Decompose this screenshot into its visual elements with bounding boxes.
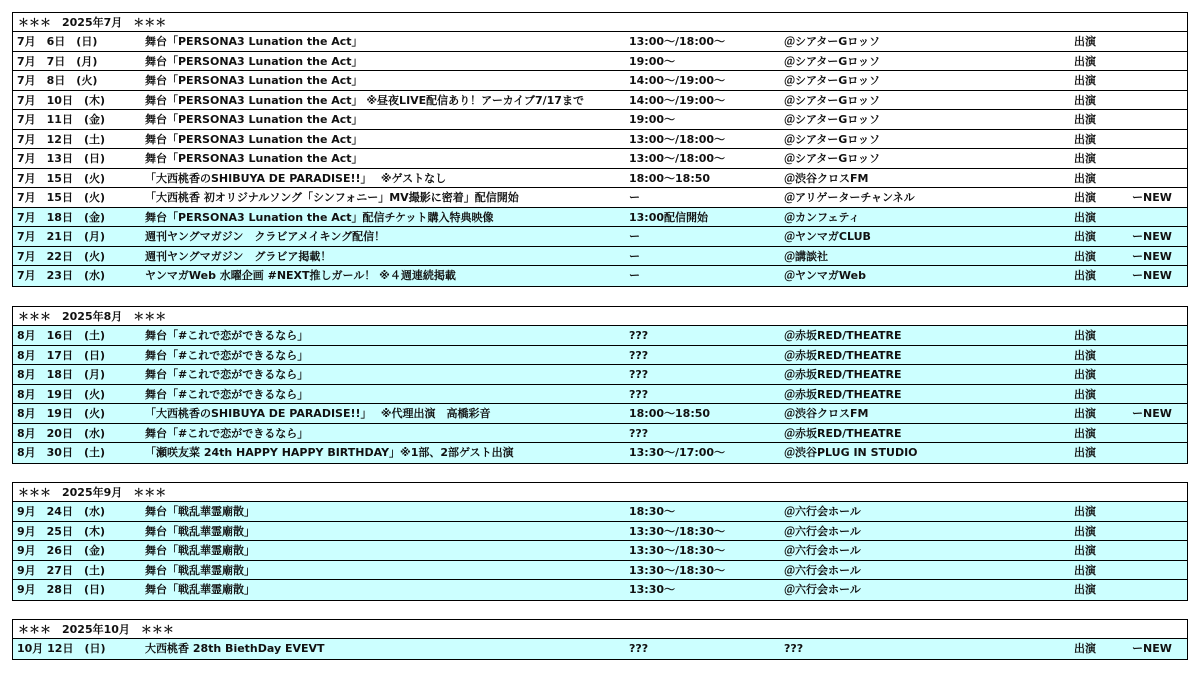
date-cell: 8月 19日 (火) (17, 407, 106, 420)
time-cell: 14:00～/19:00～ (629, 74, 726, 87)
event-title-cell: 舞台「#これで恋ができるなら」 (145, 368, 309, 381)
event-title-cell: 「大西桃香のSHIBUYA DE PARADISE!!」 ※代理出演 高橋彩音 (145, 407, 491, 420)
new-badge: ーNEW (1132, 249, 1172, 263)
date-cell: 8月 30日 (土) (17, 446, 106, 459)
venue-cell: ＠シアターGロッソ (784, 132, 881, 146)
date-cell: 10月 12日 (日) (17, 642, 106, 655)
date-cell: 9月 24日 (水) (17, 505, 106, 518)
schedule-row (13, 365, 1187, 385)
schedule-row (13, 639, 1187, 659)
date-cell: 9月 27日 (土) (17, 563, 106, 577)
schedule-row (13, 424, 1187, 444)
date-cell: 7月 6日 (日) (17, 35, 98, 48)
role-cell: 出演 (1074, 171, 1096, 185)
time-cell: 18:00～18:50 (629, 407, 711, 420)
event-title-cell: 舞台「PERSONA3 Lunation the Act」 (145, 74, 363, 87)
event-title-cell: 「大西桃香 初オリジナルソング「シンフォニー」MV撮影に密着」配信開始 (145, 191, 519, 204)
schedule-row (13, 71, 1187, 91)
schedule-row (13, 110, 1187, 130)
schedule-row (13, 443, 1187, 463)
role-cell: 出演 (1074, 642, 1096, 655)
venue-cell: ＠カンフェティ (784, 210, 860, 224)
schedule-row (13, 385, 1187, 405)
role-cell: 出演 (1074, 74, 1096, 87)
venue-cell: ＠赤坂RED/THEATRE (784, 426, 902, 440)
venue-cell: ＠赤坂RED/THEATRE (784, 329, 902, 342)
venue-cell: ＠シアターGロッソ (784, 35, 881, 48)
venue-cell: ＠シアターGロッソ (784, 93, 881, 107)
venue-cell: ＠赤坂RED/THEATRE (784, 368, 902, 381)
schedule-row (13, 188, 1187, 208)
venue-cell: ＠ヤンマガWeb (784, 269, 866, 282)
event-title-cell: 舞台「PERSONA3 Lunation the Act」配信チケット購入特典映像 (145, 210, 494, 224)
date-cell: 7月 13日 (日) (17, 152, 106, 165)
new-badge: ーNEW (1132, 269, 1172, 282)
new-badge: ーNEW (1132, 191, 1172, 204)
time-cell: 19:00～ (629, 54, 676, 68)
time-cell: ??? (629, 426, 649, 440)
role-cell: 出演 (1074, 329, 1096, 342)
role-cell: 出演 (1074, 54, 1096, 68)
schedule-row (13, 227, 1187, 247)
venue-cell: ＠六行会ホール (784, 583, 861, 596)
event-title-cell: ヤンマガWeb 水曜企画 #NEXT推しガール！ ※４週連続掲載 (145, 269, 456, 282)
schedule-row (13, 149, 1187, 169)
event-title-cell: 舞台「#これで恋ができるなら」 (145, 329, 309, 342)
event-title-cell: 舞台「#これで恋ができるなら」 (145, 348, 309, 362)
time-cell: ー (629, 249, 640, 263)
venue-cell: ＠渋谷クロスFM (784, 171, 869, 185)
date-cell: 7月 22日 (火) (17, 249, 106, 263)
schedule-row (13, 208, 1187, 228)
event-title-cell: 舞台「PERSONA3 Lunation the Act」 (145, 132, 363, 146)
event-title-cell: 週刊ヤングマガジン グラビア掲載！ (145, 249, 332, 263)
time-cell: 18:30～ (629, 505, 676, 518)
venue-cell: ＠渋谷クロスFM (784, 407, 869, 420)
venue-cell: ＠六行会ホール (784, 544, 861, 557)
event-title-cell: 舞台「戦乱華霊廟散」 (145, 544, 255, 557)
date-cell: 7月 21日 (月) (17, 230, 106, 243)
schedule-row (13, 404, 1187, 424)
month-header: ＊＊＊ 2025年8月 ＊＊＊ (13, 307, 1187, 326)
date-cell: 8月 20日 (水) (17, 426, 106, 440)
time-cell: 13:30～/17:00～ (629, 446, 726, 459)
role-cell: 出演 (1074, 368, 1096, 381)
date-cell: 8月 16日 (土) (17, 329, 106, 342)
role-cell: 出演 (1074, 249, 1096, 263)
time-cell: ー (629, 191, 640, 204)
role-cell: 出演 (1074, 544, 1096, 557)
date-cell: 7月 7日 (月) (17, 54, 98, 68)
role-cell: 出演 (1074, 524, 1096, 538)
role-cell: 出演 (1074, 230, 1096, 243)
venue-cell: ＠六行会ホール (784, 524, 861, 538)
date-cell: 7月 8日 (火) (17, 74, 98, 87)
event-title-cell: 舞台「戦乱華霊廟散」 (145, 563, 255, 577)
date-cell: 7月 15日 (火) (17, 171, 106, 185)
schedule-row (13, 346, 1187, 366)
role-cell: 出演 (1074, 132, 1096, 146)
schedule-row (13, 561, 1187, 581)
role-cell: 出演 (1074, 387, 1096, 401)
date-cell: 7月 23日 (水) (17, 269, 106, 282)
role-cell: 出演 (1074, 191, 1096, 204)
event-title-cell: 大西桃香 28th BiethDay EVEVT (145, 642, 325, 655)
date-cell: 7月 18日 (金) (17, 210, 106, 224)
month-block (12, 306, 1188, 464)
schedule-row (13, 169, 1187, 189)
event-title-cell: 舞台「PERSONA3 Lunation the Act」 ※昼夜LIVE配信あり！アーカイブ7/17まで (145, 93, 584, 107)
schedule-row (13, 52, 1187, 72)
role-cell: 出演 (1074, 35, 1096, 48)
time-cell: 13:00～/18:00～ (629, 152, 726, 165)
date-cell: 8月 18日 (月) (17, 368, 106, 381)
venue-cell: ＠講談社 (784, 249, 828, 263)
role-cell: 出演 (1074, 446, 1096, 459)
event-title-cell: 週刊ヤングマガジン クラビアメイキング配信！ (145, 230, 386, 243)
role-cell: 出演 (1074, 210, 1096, 224)
time-cell: ー (629, 269, 640, 282)
venue-cell: ＠シアターGロッソ (784, 152, 881, 165)
role-cell: 出演 (1074, 426, 1096, 440)
role-cell: 出演 (1074, 113, 1096, 126)
role-cell: 出演 (1074, 563, 1096, 577)
new-badge: ーNEW (1132, 230, 1172, 243)
event-title-cell: 「大西桃香のSHIBUYA DE PARADISE!!」 ※ゲストなし (145, 171, 447, 185)
time-cell: 14:00～/19:00～ (629, 93, 726, 107)
role-cell: 出演 (1074, 407, 1096, 420)
month-block (12, 12, 1188, 287)
time-cell: 13:00配信開始 (629, 210, 709, 224)
event-title-cell: 舞台「PERSONA3 Lunation the Act」 (145, 35, 363, 48)
event-title-cell: 舞台「#これで恋ができるなら」 (145, 387, 309, 401)
time-cell: ??? (629, 368, 649, 381)
schedule-row (13, 326, 1187, 346)
venue-cell: ＠アリゲーターチャンネル (784, 191, 915, 204)
time-cell: 18:00～18:50 (629, 171, 711, 185)
time-cell: 13:30～/18:30～ (629, 524, 726, 538)
date-cell: 9月 28日 (日) (17, 583, 106, 596)
role-cell: 出演 (1074, 505, 1096, 518)
venue-cell: ＠シアターGロッソ (784, 54, 881, 68)
time-cell: ー (629, 230, 640, 243)
role-cell: 出演 (1074, 269, 1096, 282)
schedule-row (13, 266, 1187, 286)
time-cell: 13:30～/18:30～ (629, 563, 726, 577)
month-header: ＊＊＊ 2025年10月 ＊＊＊ (13, 620, 1187, 639)
time-cell: ??? (629, 348, 649, 362)
date-cell: 7月 11日 (金) (17, 113, 106, 126)
date-cell: 9月 25日 (木) (17, 524, 106, 538)
venue-cell: ??? (784, 642, 804, 655)
time-cell: 13:00～/18:00～ (629, 132, 726, 146)
event-title-cell: 舞台「PERSONA3 Lunation the Act」 (145, 113, 363, 126)
month-block (12, 619, 1188, 660)
schedule-row (13, 247, 1187, 267)
date-cell: 7月 12日 (土) (17, 132, 106, 146)
role-cell: 出演 (1074, 152, 1096, 165)
time-cell: ??? (629, 642, 649, 655)
new-badge: ーNEW (1132, 407, 1172, 420)
venue-cell: ＠六行会ホール (784, 505, 861, 518)
venue-cell: ＠赤坂RED/THEATRE (784, 348, 902, 362)
event-title-cell: 舞台「戦乱華霊廟散」 (145, 524, 255, 538)
date-cell: 7月 15日 (火) (17, 191, 106, 204)
date-cell: 9月 26日 (金) (17, 544, 106, 557)
month-header: ＊＊＊ 2025年9月 ＊＊＊ (13, 483, 1187, 502)
event-title-cell: 舞台「戦乱華霊廟散」 (145, 505, 255, 518)
event-title-cell: 舞台「PERSONA3 Lunation the Act」 (145, 54, 363, 68)
event-title-cell: 「瀬咲友菜 24th HAPPY HAPPY BIRTHDAY」※1部、2部ゲスト出演 (145, 446, 514, 459)
schedule-row (13, 32, 1187, 52)
month-header: ＊＊＊ 2025年7月 ＊＊＊ (13, 13, 1187, 32)
time-cell: 13:30～ (629, 583, 676, 596)
event-title-cell: 舞台「PERSONA3 Lunation the Act」 (145, 152, 363, 165)
schedule-row (13, 91, 1187, 111)
venue-cell: ＠六行会ホール (784, 563, 861, 577)
time-cell: ??? (629, 329, 649, 342)
month-block (12, 482, 1188, 601)
time-cell: 19:00～ (629, 113, 676, 126)
time-cell: 13:30～/18:30～ (629, 544, 726, 557)
date-cell: 7月 10日 (木) (17, 93, 106, 107)
venue-cell: ＠渋谷PLUG IN STUDIO (784, 446, 918, 459)
venue-cell: ＠シアターGロッソ (784, 113, 881, 126)
event-title-cell: 舞台「#これで恋ができるなら」 (145, 426, 309, 440)
event-title-cell: 舞台「戦乱華霊廟散」 (145, 583, 255, 596)
schedule-row (13, 502, 1187, 522)
new-badge: ーNEW (1132, 642, 1172, 655)
role-cell: 出演 (1074, 583, 1096, 596)
date-cell: 8月 17日 (日) (17, 348, 106, 362)
time-cell: 13:00～/18:00～ (629, 35, 726, 48)
schedule-row (13, 522, 1187, 542)
schedule-row (13, 580, 1187, 600)
venue-cell: ＠シアターGロッソ (784, 74, 881, 87)
role-cell: 出演 (1074, 348, 1096, 362)
date-cell: 8月 19日 (火) (17, 387, 106, 401)
time-cell: ??? (629, 387, 649, 401)
venue-cell: ＠ヤンマガCLUB (784, 230, 871, 243)
schedule-row (13, 541, 1187, 561)
venue-cell: ＠赤坂RED/THEATRE (784, 387, 902, 401)
role-cell: 出演 (1074, 93, 1096, 107)
schedule-row (13, 130, 1187, 150)
